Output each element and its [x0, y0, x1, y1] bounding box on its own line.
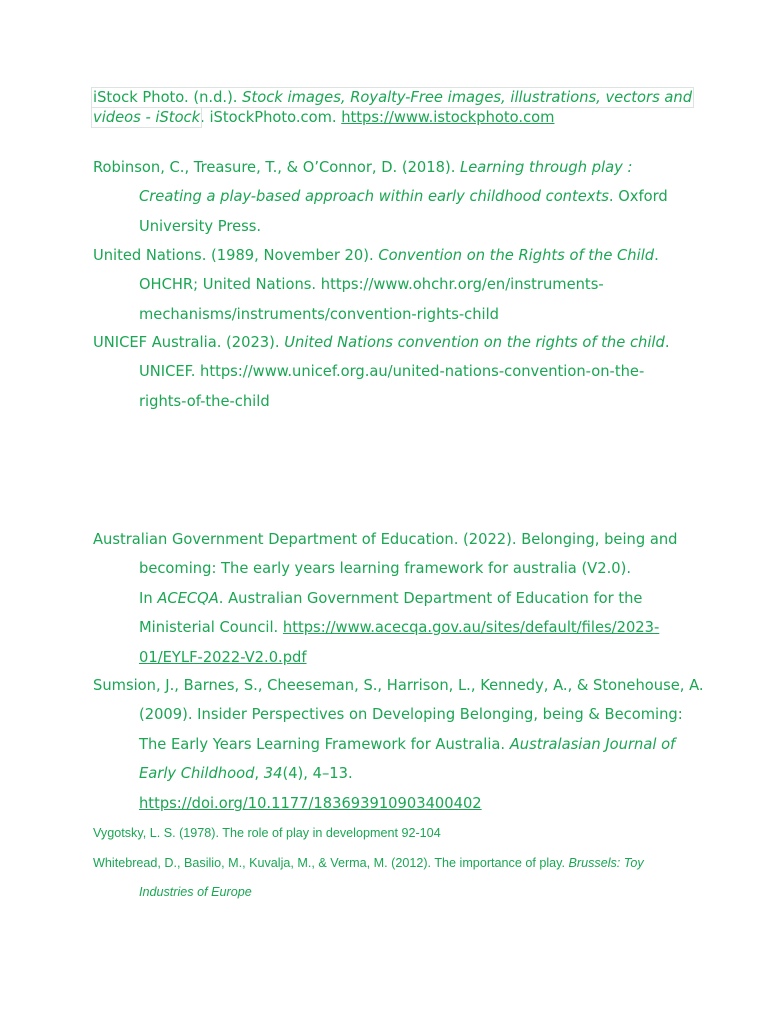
reference-highlight	[93, 109, 200, 126]
reference-line	[93, 241, 678, 270]
acecqa-link[interactable]: https://www.acecqa.gov.au/sites/default/files/2023-	[282, 619, 660, 637]
reference-line: Vygotsky, L. S. (1978). The role of play in development 92-104	[93, 826, 441, 840]
reference-title: Convention on the Rights of the Child	[378, 247, 655, 264]
reference-text: (4), 4–13.	[282, 765, 353, 783]
reference-line	[93, 328, 678, 357]
reference-line: Sumsion, J., Barnes, S., Cheeseman, S., Harrison, L., Kennedy, A., & Stonehouse, A.	[93, 677, 704, 694]
reference-title: Brussels: Toy	[568, 856, 644, 870]
reference-line: mechanisms/instruments/convention-rights-child	[139, 305, 500, 323]
reference-text: .	[664, 334, 670, 351]
istock-link[interactable]: https://www.istockphoto.com	[341, 109, 555, 126]
reference-title: ACECQA	[157, 589, 219, 607]
reference-title: Learning through play :	[460, 159, 633, 176]
reference-department-education	[93, 525, 678, 672]
reference-title: United Nations convention on the rights of the child	[284, 334, 665, 351]
reference-line	[93, 182, 678, 211]
reference-text: ,	[254, 765, 264, 783]
reference-text: Whitebread, D., Basilio, M., Kuvalja, M., & Verma, M. (2012). The importance of play.	[93, 856, 569, 870]
reference-text: . iStockPhoto.com.	[200, 109, 342, 126]
reference-title: Australasian Journal of	[509, 735, 676, 753]
reference-line: becoming: The early years learning framework for australia (V2.0).	[139, 560, 631, 578]
reference-line	[93, 878, 678, 907]
reference-line	[93, 584, 678, 613]
reference-line: (2009). Insider Perspectives on Developing Belonging, being & Becoming:	[139, 706, 683, 724]
reference-line: Australian Government Department of Education. (2022). Belonging, being and	[93, 531, 678, 548]
reference-line	[93, 153, 678, 182]
reference-volume: 34	[263, 765, 283, 783]
reference-text: Robinson, C., Treasure, T., & O’Connor, D. (2018).	[93, 159, 461, 176]
reference-text: UNICEF Australia. (2023).	[93, 334, 285, 351]
doi-link[interactable]: https://doi.org/10.1177/183693910903400402	[139, 794, 482, 812]
reference-united-nations	[93, 241, 678, 329]
reference-text: In	[139, 589, 158, 607]
reference-text: Ministerial Council.	[139, 619, 283, 637]
reference-line	[93, 789, 678, 818]
reference-line	[93, 849, 678, 878]
reference-title: Early Childhood	[139, 765, 255, 783]
reference-title: Industries of Europe	[139, 885, 252, 900]
reference-title: Creating a play-based approach within early childhood contexts	[139, 188, 609, 206]
reference-line	[93, 88, 693, 108]
reference-unicef	[93, 328, 678, 416]
reference-sumsion	[93, 671, 704, 818]
reference-istock	[93, 88, 693, 128]
reference-line	[93, 759, 678, 788]
reference-line	[93, 730, 678, 759]
reference-highlight	[93, 89, 692, 106]
reference-line: OHCHR; United Nations. https://www.ohchr.org/en/instruments-	[139, 276, 604, 294]
reference-text: United Nations. (1989, November 20).	[93, 247, 379, 264]
reference-text: . Australian Government Department of Education for the	[218, 589, 643, 607]
reference-vygotsky	[93, 819, 678, 848]
reference-title: videos - iStock	[93, 109, 201, 126]
reference-text: . Oxford	[608, 188, 668, 206]
reference-line: UNICEF. https://www.unicef.org.au/united-nations-convention-on-the-	[139, 363, 645, 381]
acecqa-link-continued[interactable]: 01/EYLF-2022-V2.0.pdf	[139, 648, 307, 666]
reference-line	[93, 643, 678, 672]
reference-whitebread	[93, 849, 678, 908]
reference-line	[93, 613, 678, 642]
reference-text: .	[654, 247, 659, 264]
reference-line: rights-of-the-child	[139, 392, 270, 410]
reference-line	[93, 108, 678, 128]
reference-robinson	[93, 153, 678, 241]
reference-line: University Press.	[139, 217, 262, 235]
reference-title: Stock images, Royalty-Free images, illustrations, vectors and	[242, 89, 693, 106]
reference-text: iStock Photo. (n.d.).	[93, 89, 243, 106]
reference-text: The Early Years Learning Framework for Australia.	[139, 735, 510, 753]
